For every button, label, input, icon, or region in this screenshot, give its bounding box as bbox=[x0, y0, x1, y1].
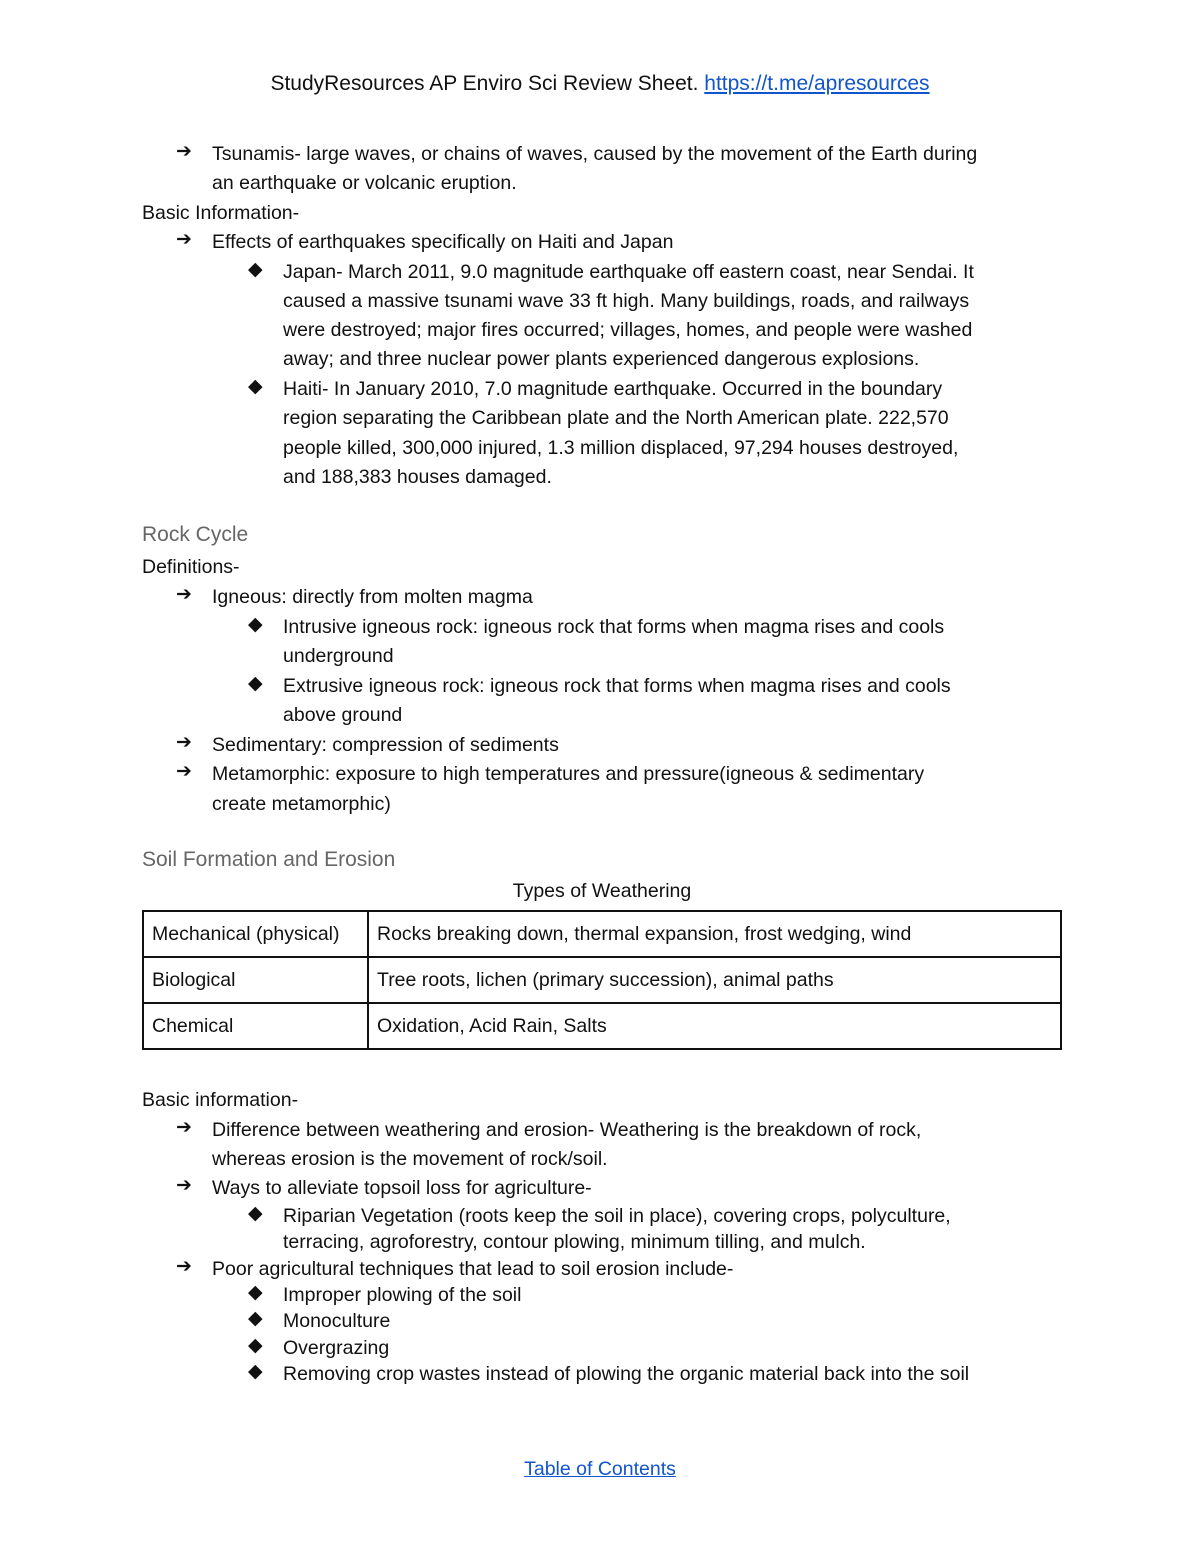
diamond-bullet-icon: ◆ bbox=[248, 673, 263, 694]
list-item: Monoculture bbox=[283, 1310, 391, 1332]
japan-line-2: caused a massive tsunami wave 33 ft high. Many buildings, roads, and railways bbox=[283, 290, 970, 312]
weathering-type-cell: Mechanical (physical) bbox=[143, 911, 368, 957]
arrow-bullet-icon: ➔ bbox=[176, 1256, 192, 1277]
diamond-bullet-icon: ◆ bbox=[248, 259, 263, 280]
table-caption: Types of Weathering bbox=[512, 880, 692, 902]
intrusive-line-1: Intrusive igneous rock: igneous rock that forms when magma rises and cools bbox=[283, 616, 945, 638]
tsunami-line-2: an earthquake or volcanic eruption. bbox=[212, 172, 517, 194]
table-row bbox=[143, 1003, 1061, 1049]
table-row bbox=[143, 957, 1061, 1003]
table-row bbox=[143, 911, 1061, 957]
tsunami-line-1: Tsunamis- large waves, or chains of waves, caused by the movement of the Earth during bbox=[212, 143, 978, 165]
list-item: Removing crop wastes instead of plowing the organic material back into the soil bbox=[283, 1363, 970, 1385]
rock-cycle-heading: Rock Cycle bbox=[142, 523, 249, 546]
difference-line-1: Difference between weathering and erosion- Weathering is the breakdown of rock, bbox=[212, 1119, 922, 1141]
weathering-examples-cell: Tree roots, lichen (primary succession), animal paths bbox=[368, 957, 1061, 1003]
japan-line-3: were destroyed; major fires occurred; villages, homes, and people were washed bbox=[283, 319, 973, 341]
weathering-type-cell: Biological bbox=[143, 957, 368, 1003]
extrusive-line-2: above ground bbox=[283, 704, 403, 726]
arrow-bullet-icon: ➔ bbox=[176, 1117, 192, 1138]
diamond-bullet-icon: ◆ bbox=[248, 614, 263, 635]
weathering-type-cell: Chemical bbox=[143, 1003, 368, 1049]
soil-basic-info-label: Basic information- bbox=[142, 1089, 299, 1111]
arrow-bullet-icon: ➔ bbox=[176, 761, 192, 782]
sedimentary-line: Sedimentary: compression of sediments bbox=[212, 734, 559, 756]
list-item: Improper plowing of the soil bbox=[283, 1284, 522, 1306]
haiti-line-1: Haiti- In January 2010, 7.0 magnitude earthquake. Occurred in the boundary bbox=[283, 378, 943, 400]
weathering-table bbox=[142, 910, 1062, 1050]
arrow-bullet-icon: ➔ bbox=[176, 141, 192, 162]
diamond-bullet-icon: ◆ bbox=[248, 1203, 263, 1224]
definitions-label: Definitions- bbox=[142, 556, 240, 578]
arrow-bullet-icon: ➔ bbox=[176, 1175, 192, 1196]
list-item: Overgrazing bbox=[283, 1337, 390, 1359]
soil-heading: Soil Formation and Erosion bbox=[142, 848, 396, 871]
poor-techniques-line: Poor agricultural techniques that lead to soil erosion include- bbox=[212, 1258, 734, 1280]
header-link[interactable]: https://t.me/apresources bbox=[704, 72, 930, 95]
metamorphic-line-1: Metamorphic: exposure to high temperatures and pressure(igneous & sedimentary bbox=[212, 763, 925, 785]
metamorphic-line-2: create metamorphic) bbox=[212, 793, 391, 815]
header-title: StudyResources AP Enviro Sci Review Sheet. bbox=[270, 72, 699, 95]
japan-line-4: away; and three nuclear power plants experienced dangerous explosions. bbox=[283, 348, 920, 370]
extrusive-line-1: Extrusive igneous rock: igneous rock that forms when magma rises and cools bbox=[283, 675, 951, 697]
page-footer bbox=[0, 1458, 1200, 1481]
riparian-line-2: terracing, agroforestry, contour plowing, minimum tilling, and mulch. bbox=[283, 1231, 866, 1253]
difference-line-2: whereas erosion is the movement of rock/soil. bbox=[212, 1148, 608, 1170]
table-of-contents-link[interactable]: Table of Contents bbox=[524, 1458, 676, 1480]
haiti-line-2: region separating the Caribbean plate and the North American plate. 222,570 bbox=[283, 407, 949, 429]
riparian-line-1: Riparian Vegetation (roots keep the soil in place), covering crops, polyculture, bbox=[283, 1205, 951, 1227]
weathering-examples-cell: Rocks breaking down, thermal expansion, frost wedging, wind bbox=[368, 911, 1061, 957]
arrow-bullet-icon: ➔ bbox=[176, 229, 192, 250]
japan-line-1: Japan- March 2011, 9.0 magnitude earthquake off eastern coast, near Sendai. It bbox=[283, 261, 974, 283]
weathering-examples-cell: Oxidation, Acid Rain, Salts bbox=[368, 1003, 1061, 1049]
page-header bbox=[0, 72, 1200, 96]
basic-info-label: Basic Information- bbox=[142, 202, 300, 224]
igneous-line: Igneous: directly from molten magma bbox=[212, 586, 533, 608]
diamond-bullet-icon: ◆ bbox=[248, 1361, 263, 1382]
intrusive-line-2: underground bbox=[283, 645, 394, 667]
haiti-line-4: and 188,383 houses damaged. bbox=[283, 466, 552, 488]
alleviate-line: Ways to alleviate topsoil loss for agriculture- bbox=[212, 1177, 592, 1199]
effects-line: Effects of earthquakes specifically on Haiti and Japan bbox=[212, 231, 674, 253]
arrow-bullet-icon: ➔ bbox=[176, 732, 192, 753]
arrow-bullet-icon: ➔ bbox=[176, 584, 192, 605]
diamond-bullet-icon: ◆ bbox=[248, 1308, 263, 1329]
diamond-bullet-icon: ◆ bbox=[248, 1282, 263, 1303]
diamond-bullet-icon: ◆ bbox=[248, 376, 263, 397]
haiti-line-3: people killed, 300,000 injured, 1.3 million displaced, 97,294 houses destroyed, bbox=[283, 437, 959, 459]
diamond-bullet-icon: ◆ bbox=[248, 1335, 263, 1356]
